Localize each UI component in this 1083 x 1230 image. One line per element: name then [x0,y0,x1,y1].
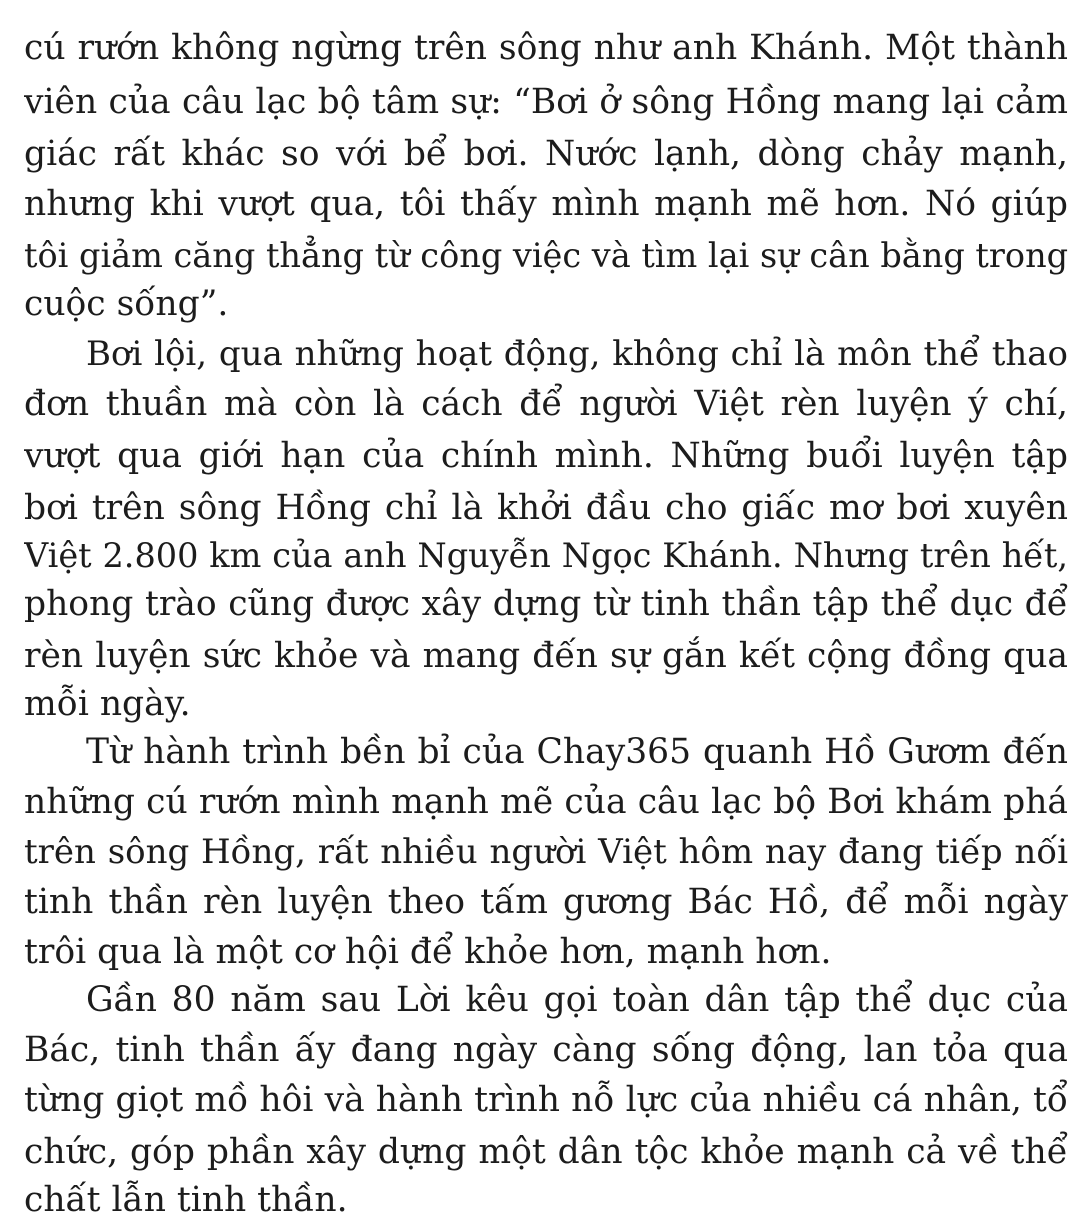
text-line: viên của câu lạc bộ tâm sự: “Bơi ở sông Hồng mang lại cảm [24,82,1068,122]
text-line: bơi trên sông Hồng chỉ là khởi đầu cho giấc mơ bơi xuyên [24,488,1068,528]
text-line: Việt 2.800 km của anh Nguyễn Ngọc Khánh. Nhưng trên hết, [24,536,1068,575]
text-line: trên sông Hồng, rất nhiều người Việt hôm nay đang tiếp nối [24,832,1068,872]
text-line: phong trào cũng được xây dựng từ tinh thần tập thể dục để [24,584,1068,624]
text-line: Bác, tinh thần ấy đang ngày càng sống động, lan tỏa qua [24,1030,1068,1070]
paragraph-first-line: Bơi lội, qua những hoạt động, không chỉ là môn thể thao [86,334,1068,374]
text-line: chức, góp phần xây dựng một dân tộc khỏe mạnh cả về thể [24,1132,1068,1172]
text-line: tinh thần rèn luyện theo tấm gương Bác Hồ, để mỗi ngày [24,882,1068,922]
document-page [24,0,1068,1230]
text-line: tôi giảm căng thẳng từ công việc và tìm lại sự cân bằng trong [24,236,1068,275]
text-line: trôi qua là một cơ hội để khỏe hơn, mạnh hơn. [24,932,832,972]
text-line: cú rướn không ngừng trên sông như anh Khánh. Một thành [24,28,1068,68]
text-line: từng giọt mồ hôi và hành trình nỗ lực của nhiều cá nhân, tổ [24,1080,1068,1120]
text-line: những cú rướn mình mạnh mẽ của câu lạc bộ Bơi khám phá [24,782,1068,822]
text-line: đơn thuần mà còn là cách để người Việt rèn luyện ý chí, [24,384,1068,424]
text-line: nhưng khi vượt qua, tôi thấy mình mạnh mẽ hơn. Nó giúp [24,184,1068,224]
text-line: mỗi ngày. [24,684,191,724]
text-line: vượt qua giới hạn của chính mình. Những buổi luyện tập [24,436,1068,476]
text-line: rèn luyện sức khỏe và mang đến sự gắn kết cộng đồng qua [24,636,1068,676]
paragraph-first-line: Từ hành trình bền bỉ của Chay365 quanh Hồ Gươm đến [86,732,1068,772]
paragraph-first-line: Gần 80 năm sau Lời kêu gọi toàn dân tập thể dục của [86,980,1068,1020]
text-line: cuộc sống”. [24,284,229,324]
text-line: chất lẫn tinh thần. [24,1180,348,1220]
text-line: giác rất khác so với bể bơi. Nước lạnh, dòng chảy mạnh, [24,134,1068,174]
